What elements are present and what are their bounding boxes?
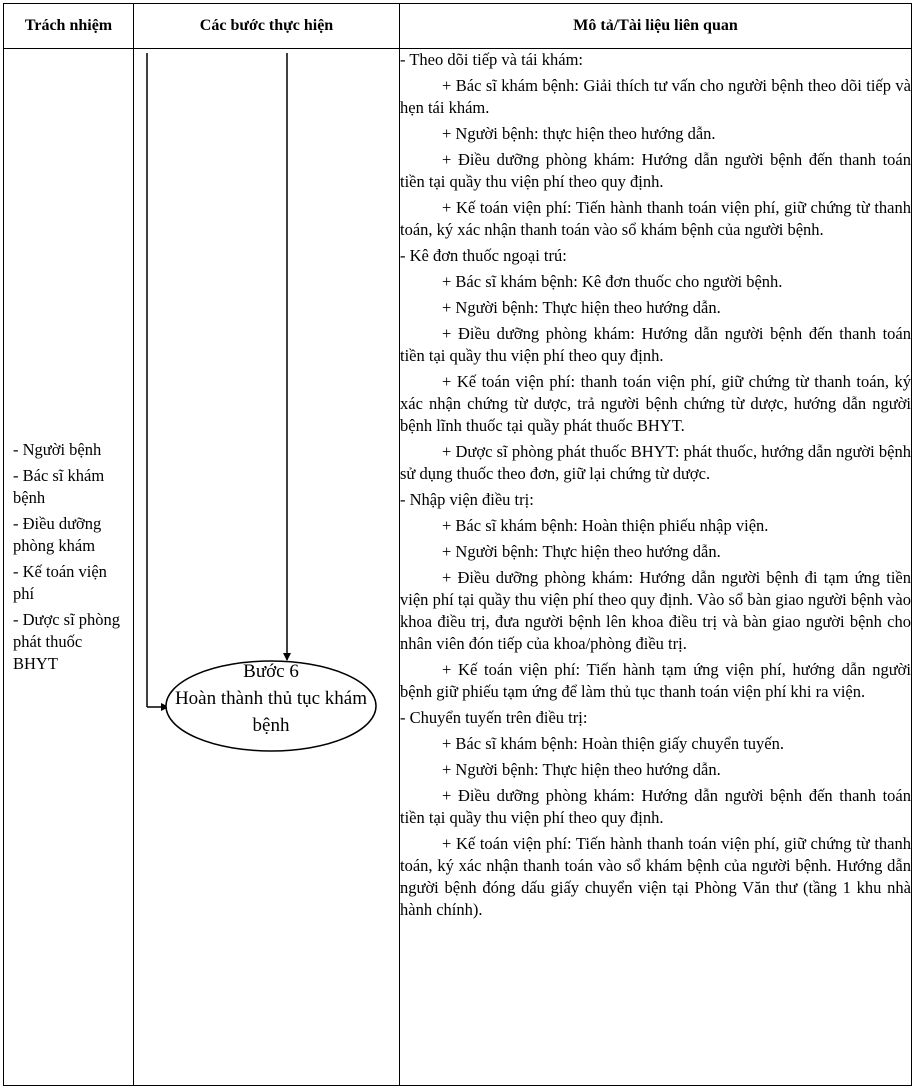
section-follow-up-heading: - Theo dõi tiếp và tái khám: bbox=[400, 50, 583, 69]
description-item: + Điều dưỡng phòng khám: Hướng dẫn người bệnh đến thanh toán tiền tại quầy thu viện phí theo quy định. bbox=[400, 786, 911, 827]
description-item: + Kế toán viện phí: thanh toán viện phí, giữ chứng từ thanh toán, ký xác nhận chứng từ dược, trả người bệnh chứng từ dược, hướng dẫn người bệnh lĩnh thuốc tại quầy phát thuốc BHYT. bbox=[400, 372, 911, 435]
section-admission-heading: - Nhập viện điều trị: bbox=[400, 490, 534, 509]
description-item: + Người bệnh: Thực hiện theo hướng dẫn. bbox=[442, 298, 721, 317]
flowchart bbox=[134, 49, 400, 1086]
header-responsibility: Trách nhiệm bbox=[4, 4, 134, 49]
responsible-item: - Kế toán viện phí bbox=[13, 562, 107, 603]
responsibility-cell bbox=[4, 49, 134, 1086]
description-item: + Người bệnh: Thực hiện theo hướng dẫn. bbox=[442, 760, 721, 779]
steps-cell bbox=[134, 49, 400, 1086]
description-item: + Điều dưỡng phòng khám: Hướng dẫn người bệnh đến thanh toán tiền tại quầy thu viện phí theo quy định. bbox=[400, 324, 911, 365]
description-item: + Người bệnh: thực hiện theo hướng dẫn. bbox=[442, 124, 716, 143]
description-item: + Kế toán viện phí: Tiến hành tạm ứng viện phí, hướng dẫn người bệnh giữ phiếu tạm ứng để làm thủ tục thanh toán viện phí khi ra viện. bbox=[400, 660, 911, 701]
header-steps: Các bước thực hiện bbox=[134, 4, 400, 49]
step-row bbox=[4, 49, 912, 1086]
description-item: + Kế toán viện phí: Tiến hành thanh toán viện phí, giữ chứng từ thanh toán, ký xác nhận thanh toán vào sổ khám bệnh của người bệnh. bbox=[400, 198, 911, 239]
description-item: + Bác sĩ khám bệnh: Hoàn thiện giấy chuyển tuyến. bbox=[442, 734, 784, 753]
responsible-item: - Điều dưỡng phòng khám bbox=[13, 514, 102, 555]
description-item: + Điều dưỡng phòng khám: Hướng dẫn người bệnh đến thanh toán tiền tại quầy thu viện phí theo quy định. bbox=[400, 150, 911, 191]
description-item: + Điều dưỡng phòng khám: Hướng dẫn người bệnh đi tạm ứng tiền viện phí tại quầy thu viện phí theo quy định. Vào sổ bàn giao người bệnh vào khoa điều trị, đưa người bệnh lên khoa điều trị và bàn giao người bệnh cho nhân viên đón tiếp của khoa/phòng điều trị. bbox=[400, 568, 911, 653]
section-prescription-heading: - Kê đơn thuốc ngoại trú: bbox=[400, 246, 567, 265]
description-item: + Bác sĩ khám bệnh: Kê đơn thuốc cho người bệnh. bbox=[442, 272, 783, 291]
procedure-table bbox=[3, 3, 912, 1086]
description-item: + Người bệnh: Thực hiện theo hướng dẫn. bbox=[442, 542, 721, 561]
description-cell bbox=[400, 49, 912, 1086]
description-item: + Bác sĩ khám bệnh: Hoàn thiện phiếu nhập viện. bbox=[442, 516, 769, 535]
step-title: Hoàn thành thủ tục khám bệnh bbox=[174, 688, 368, 736]
description-item: + Bác sĩ khám bệnh: Giải thích tư vấn cho người bệnh theo dõi tiếp và hẹn tái khám. bbox=[400, 76, 911, 117]
description-item: + Kế toán viện phí: Tiến hành thanh toán viện phí, giữ chứng từ thanh toán, ký xác nhận thanh toán vào sổ khám bệnh của người bệnh. Hướng dẫn người bệnh đóng dấu giấy chuyển viện tại Phòng Văn thư (tầng 1 khu nhà hành chính). bbox=[400, 834, 911, 919]
responsible-list bbox=[13, 439, 128, 679]
responsible-item: - Người bệnh bbox=[13, 440, 102, 459]
step-6-label bbox=[162, 658, 380, 739]
responsible-item: - Dược sĩ phòng phát thuốc BHYT bbox=[13, 610, 121, 673]
section-transfer-heading: - Chuyển tuyến trên điều trị: bbox=[400, 708, 588, 727]
responsible-item: - Bác sĩ khám bệnh bbox=[13, 466, 105, 507]
description-item: + Dược sĩ phòng phát thuốc BHYT: phát thuốc, hướng dẫn người bệnh sử dụng thuốc theo đơn, giữ lại chứng từ dược. bbox=[400, 442, 911, 483]
header-row bbox=[4, 4, 912, 49]
header-description: Mô tả/Tài liệu liên quan bbox=[400, 4, 912, 49]
step-number: Bước 6 bbox=[243, 661, 299, 682]
